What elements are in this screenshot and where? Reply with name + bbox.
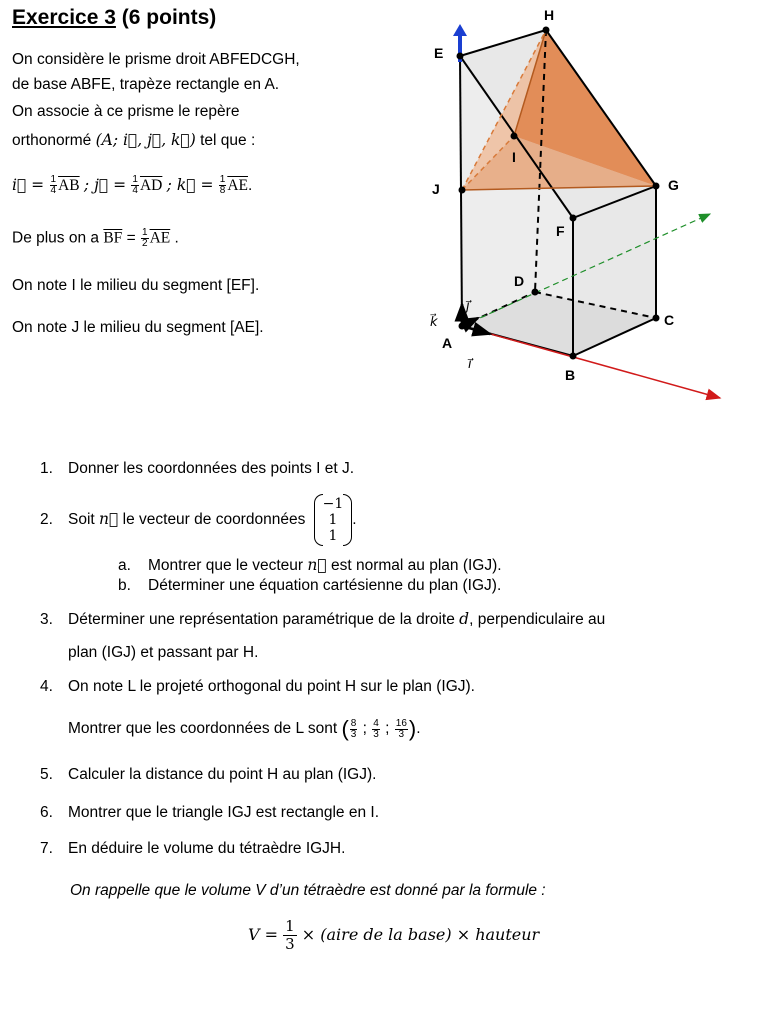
- label-i-vector: i⃗: [468, 356, 472, 371]
- coord-fraction-x: [350, 719, 358, 740]
- label-i: I: [512, 149, 516, 165]
- fraction-denominator: 3: [398, 728, 405, 740]
- formula-fraction: [283, 918, 297, 953]
- point-g: [653, 183, 660, 190]
- question-text: Calculer la distance du point H au plan (IGJ).: [68, 766, 377, 783]
- label-b: B: [565, 367, 576, 383]
- vector-n: n⃗: [307, 556, 327, 574]
- bf-relation: [12, 228, 179, 249]
- point-a: [459, 323, 466, 330]
- label-a: A: [442, 335, 453, 351]
- coord-fraction-z: [395, 719, 408, 740]
- fraction-numerator: 1: [285, 917, 295, 935]
- vector-n: n⃗: [99, 510, 119, 529]
- basis-definition: [12, 175, 252, 196]
- question-1: [40, 460, 354, 478]
- volume-formula: [248, 918, 539, 953]
- point-j-definition: On note J le milieu du segment [AE].: [12, 319, 264, 336]
- vector-ab: $\overline{AB}$: [58, 177, 80, 194]
- question-text: Donner les coordonnées des points I et J.: [68, 460, 355, 477]
- label-g: G: [668, 177, 679, 193]
- question-text: , perpendiculaire au: [469, 611, 606, 628]
- label-j: J: [432, 181, 440, 197]
- exercise-points: (6 points): [121, 6, 217, 29]
- label-k-vector: k⃗: [430, 314, 438, 329]
- left-paren: [314, 494, 323, 546]
- exercise-number: Exercice 3: [12, 6, 116, 29]
- fraction-numerator: 1: [50, 174, 57, 186]
- intro-line-4: [12, 130, 255, 151]
- point-e: [457, 53, 464, 60]
- separator: ;: [362, 720, 367, 738]
- left-paren: (: [341, 716, 349, 741]
- point-j: [459, 187, 466, 194]
- equals-sign: =: [126, 229, 136, 247]
- coord-y: 1: [328, 512, 338, 528]
- fraction-denominator: 3: [350, 728, 357, 740]
- vector-ae: $\overline{AE}$: [149, 229, 171, 247]
- point-h: [543, 27, 550, 34]
- right-paren: ): [408, 716, 417, 741]
- fraction-numerator: 4: [373, 717, 379, 729]
- basis-i-fraction: [50, 175, 58, 196]
- question-7: [40, 840, 345, 858]
- fraction-denominator: 4: [50, 185, 57, 197]
- fraction-numerator: 1: [142, 227, 148, 238]
- fraction-denominator: 3: [285, 935, 295, 953]
- question-3: [40, 610, 605, 629]
- intro-line-4-text: orthonormé: [12, 132, 92, 149]
- question-text: Montrer que les coordonnées de L sont: [68, 720, 338, 738]
- fraction-numerator: 1: [132, 174, 138, 186]
- intro-line-3: On associe à ce prisme le repère: [12, 103, 240, 120]
- intro-line-2: de base ABFE, trapèze rectangle en A.: [12, 76, 280, 93]
- fraction-numerator: 16: [395, 717, 407, 729]
- volume-reminder: On rappelle que le volume V d’un tétraèdre est donné par la formule :: [70, 882, 546, 899]
- coord-fraction-y: [372, 719, 380, 740]
- question-text: Soit: [68, 511, 95, 529]
- question-number: 1.: [40, 460, 53, 477]
- basis-k-fraction: [219, 175, 227, 196]
- question-number: 4.: [40, 678, 53, 695]
- basis-k-label: ; k⃗ =: [166, 176, 214, 194]
- point-f: [570, 215, 577, 222]
- vector-ae: $\overline{AE}$: [227, 177, 248, 194]
- label-c: C: [664, 312, 675, 328]
- question-4-line-2: [68, 716, 421, 742]
- question-number: 6.: [40, 804, 53, 821]
- question-3-line-2: plan (IGJ) et passant par H.: [68, 644, 259, 661]
- fraction-denominator: 2: [142, 238, 148, 249]
- subquestion-text: Déterminer une équation cartésienne du plan (IGJ).: [148, 577, 502, 594]
- bf-prefix: De plus on a: [12, 229, 100, 247]
- question-end: .: [416, 720, 421, 738]
- bf-fraction: [141, 228, 149, 249]
- subquestion-number: a.: [118, 557, 131, 574]
- frame-notation: (A; i⃗, j⃗, k⃗): [95, 131, 196, 149]
- point-c: [653, 315, 660, 322]
- point-i-definition: On note I le milieu du segment [EF].: [12, 277, 260, 294]
- fraction-denominator: 8: [219, 185, 226, 197]
- z-axis-arrowhead: [453, 24, 467, 36]
- point-i: [511, 133, 518, 140]
- question-end: .: [352, 511, 357, 529]
- subquestion-number: b.: [118, 577, 131, 594]
- question-2: [40, 496, 357, 544]
- exercise-title: [12, 6, 216, 30]
- question-number: 5.: [40, 766, 53, 783]
- label-f: F: [556, 223, 565, 239]
- subquestion-text: est normal au plan (IGJ).: [331, 557, 502, 574]
- intro-line-1: On considère le prisme droit ABFEDCGH,: [12, 51, 300, 68]
- coord-z: 1: [328, 528, 338, 544]
- basis-end: .: [247, 177, 253, 194]
- question-text: On note L le projeté orthogonal du point H sur le plan (IGJ).: [68, 678, 475, 695]
- intro-line-4-end: tel que :: [200, 132, 256, 149]
- separator: ;: [385, 720, 390, 738]
- vector-ad: $\overline{AD}$: [139, 177, 163, 194]
- basis-j-fraction: [131, 175, 139, 196]
- fraction-numerator: 1: [219, 174, 226, 186]
- vector-bf: $\overline{BF}$: [103, 229, 123, 247]
- coord-x: −1: [322, 496, 344, 512]
- subquestion-2b: [118, 577, 501, 595]
- label-e: E: [434, 45, 444, 61]
- label-j-vector: j⃗: [466, 298, 470, 313]
- bf-end: .: [174, 229, 179, 247]
- basis-j-label: ; j⃗ =: [83, 176, 127, 194]
- label-d: D: [514, 273, 525, 289]
- question-4: [40, 678, 475, 696]
- question-text: le vecteur de coordonnées: [122, 511, 306, 529]
- fraction-denominator: 3: [373, 728, 379, 740]
- prism-figure: [410, 0, 760, 410]
- question-number: 7.: [40, 840, 53, 857]
- question-text: Montrer que le triangle IGJ est rectangle en I.: [68, 804, 380, 821]
- question-5: [40, 766, 376, 784]
- vector-n-coordinates: [314, 496, 353, 544]
- fraction-denominator: 4: [132, 185, 138, 197]
- formula-rhs: × (aire de la base) × hauteur: [301, 925, 540, 944]
- subquestion-2a: [118, 556, 502, 575]
- point-b: [570, 353, 577, 360]
- label-h: H: [544, 7, 555, 23]
- point-d: [532, 289, 539, 296]
- right-paren: [343, 494, 352, 546]
- fraction-numerator: 8: [350, 717, 357, 729]
- question-number: 3.: [40, 611, 53, 628]
- question-6: [40, 804, 379, 822]
- line-d: d: [459, 610, 470, 628]
- subquestion-text: Montrer que le vecteur: [148, 557, 304, 574]
- formula-lhs: V =: [248, 925, 279, 944]
- question-text: Déterminer une représentation paramétrique de la droite: [68, 611, 455, 628]
- question-text: En déduire le volume du tétraèdre IGJH.: [68, 840, 346, 857]
- question-number: 2.: [40, 511, 53, 529]
- basis-i-label: i⃗ =: [12, 176, 45, 194]
